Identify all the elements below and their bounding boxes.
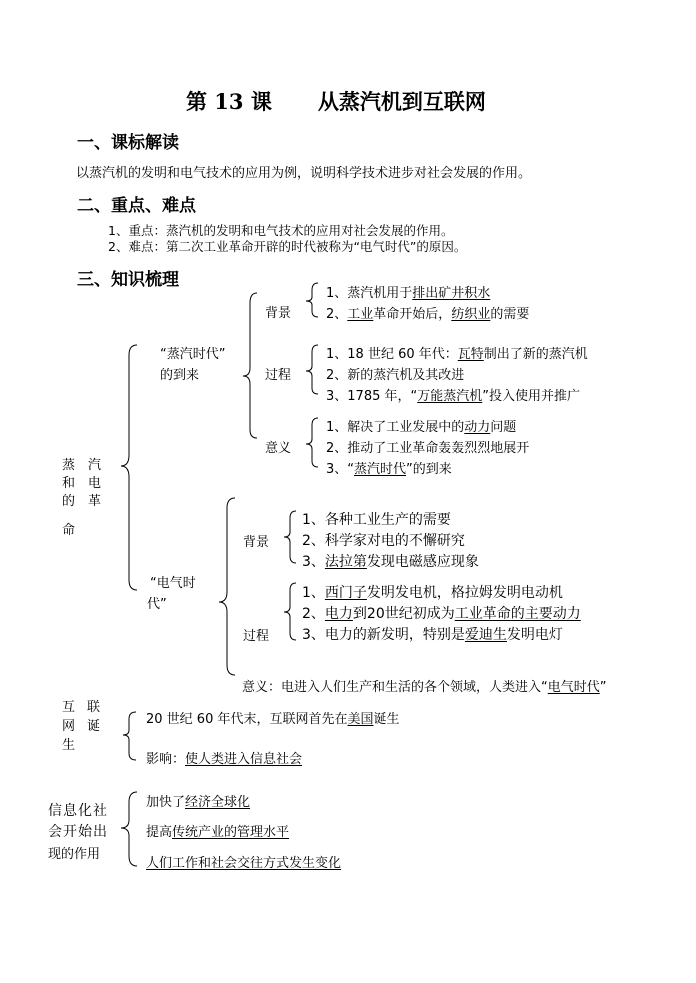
difficult-point <box>108 237 466 255</box>
elec-proc-item-1 <box>302 582 563 602</box>
elec-proc-2-pre: 2、 <box>302 606 325 622</box>
elec-proc-2-mid: 到20世纪初成为 <box>352 606 455 622</box>
steam-era-label-1: “蒸汽时代” <box>160 347 226 362</box>
difficult-point-prefix: 2、难点： <box>108 239 166 254</box>
elec-bg-item-3 <box>302 551 479 571</box>
steam-sig-3-pre: 3、“ <box>326 462 355 477</box>
elec-proc-item-2 <box>302 603 581 623</box>
steam-bg-2-key-1: 工业 <box>347 307 374 322</box>
info-label-3: 现的作用 <box>48 847 101 862</box>
elec-proc-3-key: 爱迪生 <box>464 627 507 643</box>
internet-2-key: 使人类进入信息社会 <box>185 752 303 767</box>
elec-bg-3-key: 法拉第 <box>324 554 367 570</box>
elec-bg-label: 背景 <box>243 535 270 550</box>
elec-proc-item-3 <box>302 624 563 644</box>
steam-sig-item-3 <box>326 458 452 477</box>
info-item-2 <box>146 821 289 840</box>
elec-proc-bracket <box>284 583 296 640</box>
steam-bg-item-2 <box>326 303 529 322</box>
section-heading-3: 三、知识梳理 <box>77 270 179 290</box>
info-label-2: 会开始出 <box>48 824 108 840</box>
root-label-col1b: 命 <box>62 523 76 538</box>
steam-sig-1-post: 问题 <box>490 420 517 435</box>
elec-proc-1-key: 西门子 <box>324 585 367 601</box>
steam-proc-item-1 <box>326 343 588 362</box>
internet-bracket <box>123 712 136 760</box>
internet-1-pre: 20 世纪 60 年代末，互联网首先在 <box>146 712 348 727</box>
steam-bg-2-pre: 2、 <box>326 307 348 322</box>
steam-bg-1-key: 排出矿井积水 <box>412 286 491 301</box>
info-1-pre: 加快了 <box>146 795 186 810</box>
steam-bg-item-1 <box>326 282 490 301</box>
steam-sig-label: 意义 <box>265 441 292 456</box>
steam-sig-bracket <box>306 418 318 467</box>
internet-label-col2 <box>87 698 103 736</box>
key-point-text: 蒸汽机的发明和电气技术的应用对社会发展的作用。 <box>165 223 454 238</box>
difficult-point-text: 第二次工业革命开辟的时代被称为“电气时代”的原因。 <box>165 239 467 254</box>
root-bracket <box>121 345 137 590</box>
steam-bg-label: 背景 <box>265 306 292 321</box>
steam-bg-bracket <box>306 283 318 317</box>
steam-proc-bracket <box>306 345 318 394</box>
steam-sig-item-2: 2、推动了工业革命轰轰烈烈地展开 <box>326 441 530 456</box>
root-label-col1-text: 蒸和的 <box>62 458 76 509</box>
elec-sig-post: ” <box>599 680 607 695</box>
lesson-title: 从蒸汽机到互联网 <box>317 89 486 114</box>
info-item-3 <box>146 852 341 871</box>
steam-proc-3-post: ”投入使用并推广 <box>482 389 580 404</box>
elec-bg-bracket <box>284 511 296 563</box>
steam-sig-3-key: 蒸汽时代 <box>354 462 407 477</box>
section-heading-1: 一、课标解读 <box>77 133 179 153</box>
info-bracket <box>121 792 137 866</box>
internet-label-col2-text: 联诞 <box>87 700 101 734</box>
steam-proc-item-3 <box>326 385 580 404</box>
info-1-key: 经济全球化 <box>185 795 251 810</box>
info-2-pre: 提高 <box>146 825 173 840</box>
elec-proc-1-post: 发明发电机，格拉姆发明电动机 <box>366 585 563 601</box>
root-label-col2-text: 汽电革 <box>88 458 102 509</box>
elec-era-label-1: “电气时 <box>150 576 196 591</box>
elec-proc-3-post: 发明电灯 <box>506 627 563 643</box>
elec-proc-label: 过程 <box>243 629 270 644</box>
elec-bg-3-post: 发现电磁感应现象 <box>366 554 479 570</box>
elec-bg-3-pre: 3、 <box>302 554 325 570</box>
elec-sig-pre: 意义：电进入人们生产和生活的各个领域，人类进入“ <box>242 680 548 695</box>
steam-proc-1-post: 制出了新的蒸汽机 <box>483 347 588 362</box>
elec-proc-2-key-2: 工业革命的主要动力 <box>454 606 581 622</box>
internet-label-col1 <box>62 698 78 755</box>
internet-1-key: 美国 <box>347 712 374 727</box>
steam-sig-item-1 <box>326 416 516 435</box>
elec-proc-2-key-1: 电力 <box>324 606 353 622</box>
internet-2-pre: 影响： <box>146 752 186 767</box>
steam-bg-1-pre: 1、蒸汽机用于 <box>326 286 413 301</box>
steam-proc-item-2: 2、新的蒸汽机及其改进 <box>326 368 465 383</box>
steam-sig-1-pre: 1、解决了工业发展中的 <box>326 420 465 435</box>
steam-proc-label: 过程 <box>265 368 292 383</box>
steam-sig-1-key: 动力 <box>464 420 491 435</box>
internet-item-2 <box>146 748 302 767</box>
steam-bracket <box>243 293 257 438</box>
lesson-number: 第 13 课 <box>186 89 272 114</box>
elec-significance <box>242 676 607 695</box>
info-item-1 <box>146 791 250 810</box>
steam-proc-1-pre: 1、18 世纪 60 年代： <box>326 347 458 362</box>
elec-bg-item-1: 1、各种工业生产的需要 <box>302 512 451 528</box>
section-1-text: 以蒸汽机的发明和电气技术的应用为例，说明科学技术进步对社会发展的作用。 <box>76 166 532 181</box>
elec-proc-3-pre: 3、电力的新发明，特别是 <box>302 627 465 643</box>
steam-proc-1-key: 瓦特 <box>457 347 484 362</box>
steam-bg-2-key-2: 纺织业 <box>451 307 491 322</box>
elec-bg-item-2: 2、科学家对电的不懈研究 <box>302 533 465 549</box>
steam-proc-3-key: 万能蒸汽机 <box>417 389 483 404</box>
elec-sig-key: 电气时代 <box>547 680 600 695</box>
page-title <box>186 86 486 116</box>
key-point-prefix: 1、重点： <box>108 223 166 238</box>
root-label-col2 <box>88 457 104 511</box>
steam-bg-2-mid: 革命开始后， <box>373 307 452 322</box>
elec-era-label-2: 代” <box>147 597 167 612</box>
info-label-1: 信息化社 <box>48 803 108 819</box>
steam-proc-3-pre: 3、1785 年，“ <box>326 389 418 404</box>
internet-item-1 <box>146 708 400 727</box>
info-3-key: 人们工作和社会交往方式发生变化 <box>146 856 342 871</box>
steam-sig-3-post: ”的到来 <box>406 462 452 477</box>
internet-label-col1-text: 互网生 <box>62 700 76 753</box>
section-heading-2: 二、重点、难点 <box>77 196 196 216</box>
internet-1-post: 诞生 <box>373 712 400 727</box>
steam-era-label-2: 的到来 <box>160 368 200 383</box>
steam-bg-2-post: 的需要 <box>490 307 530 322</box>
elec-proc-1-pre: 1、 <box>302 585 325 601</box>
info-2-key: 传统产业的管理水平 <box>172 825 290 840</box>
root-label-col1 <box>62 457 78 511</box>
elec-bracket <box>219 498 235 675</box>
